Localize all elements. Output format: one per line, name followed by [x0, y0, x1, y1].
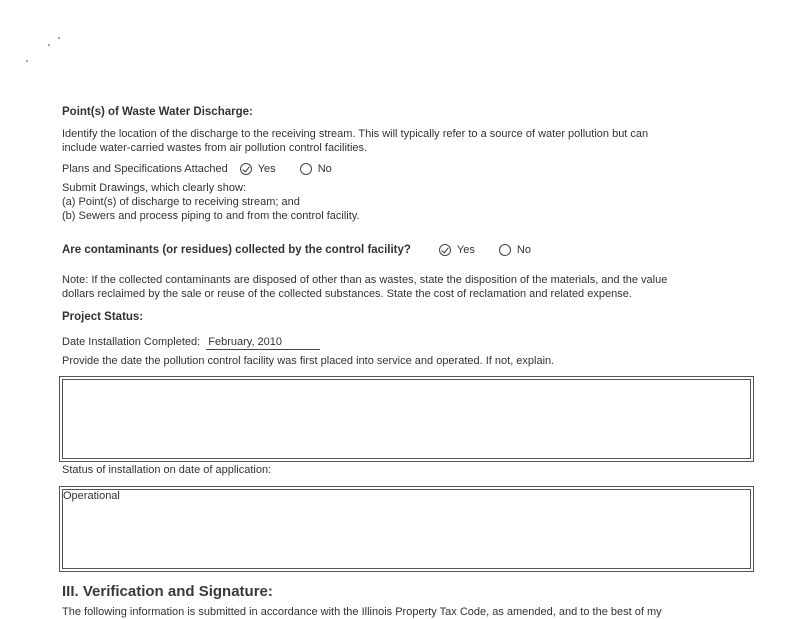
verification-intro: The following information is submitted in accordance with the Illinois Property Tax Code, as amended, and to the best of my: [62, 606, 662, 618]
plans-yes-label: Yes: [257, 163, 276, 175]
scan-speck: [26, 60, 28, 62]
radio-checked-icon: [439, 244, 451, 256]
plans-yes-radio[interactable]: [240, 163, 276, 175]
waste-water-heading: Point(s) of Waste Water Discharge:: [62, 106, 253, 118]
waste-water-description: [62, 127, 752, 155]
verification-title: III. Verification and Signature:: [62, 583, 273, 600]
submit-line: Submit Drawings, which clearly show:: [62, 182, 247, 194]
status-value: Operational: [63, 490, 120, 502]
contaminants-note: [62, 273, 782, 301]
project-status-heading: Project Status:: [62, 311, 144, 323]
description-line: include water-carried wastes from air pollution control facilities.: [62, 142, 368, 154]
description-line: Identify the location of the discharge to the receiving stream. This will typically refer to a source of water pollution but can: [62, 128, 649, 140]
provide-date-instruction: Provide the date the pollution control facility was first placed into service and operated. If not, explain.: [62, 355, 555, 367]
contaminants-yes-label: Yes: [456, 244, 475, 256]
submit-line: (a) Point(s) of discharge to receiving stream; and: [62, 196, 300, 208]
contaminants-no-radio[interactable]: [499, 244, 531, 256]
radio-empty-icon: [499, 244, 511, 256]
plans-attached-row: [62, 162, 332, 176]
scan-speck: [58, 37, 60, 39]
explanation-textarea[interactable]: [59, 376, 754, 462]
contaminants-row: [62, 244, 531, 256]
note-line: Note: If the collected contaminants are disposed of other than as wastes, state the disposition of the materials, and the value: [62, 274, 668, 286]
submit-line: (b) Sewers and process piping to and from the control facility.: [62, 210, 360, 222]
note-line: dollars reclaimed by the sale or reuse of the collected substances. State the cost of reclamation and related expense.: [62, 288, 632, 300]
submit-drawings: [62, 181, 360, 223]
plans-attached-label: Plans and Specifications Attached: [62, 163, 228, 175]
radio-checked-icon: [240, 163, 252, 175]
completion-date-row: [62, 335, 320, 349]
radio-empty-icon: [300, 163, 312, 175]
scan-speck: [48, 44, 50, 46]
plans-no-label: No: [317, 163, 332, 175]
contaminants-question: Are contaminants (or residues) collected by the control facility?: [62, 244, 411, 256]
contaminants-yes-radio[interactable]: [439, 244, 475, 256]
completion-date-field[interactable]: February, 2010: [206, 336, 320, 350]
status-textarea[interactable]: [59, 486, 754, 572]
plans-no-radio[interactable]: [300, 163, 332, 175]
status-label: Status of installation on date of application:: [62, 464, 272, 476]
completion-date-label: Date Installation Completed:: [62, 336, 201, 348]
contaminants-no-label: No: [516, 244, 531, 256]
